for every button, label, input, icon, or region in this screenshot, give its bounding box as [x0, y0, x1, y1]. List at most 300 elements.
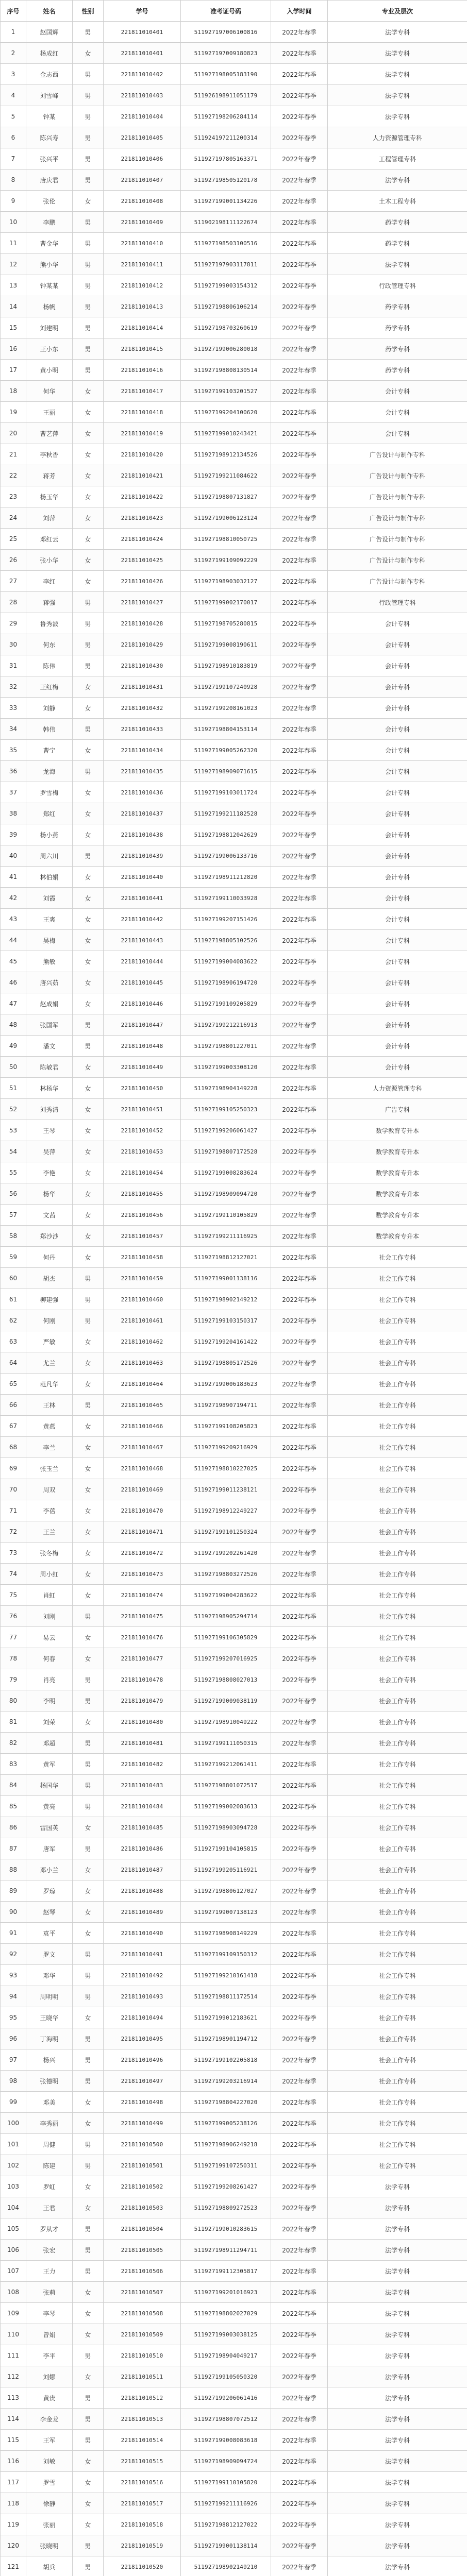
cell-gender: 男 [73, 1754, 104, 1775]
cell-gender: 女 [73, 1923, 104, 1944]
cell-gender: 女 [73, 698, 104, 719]
cell-gender: 男 [73, 1310, 104, 1331]
cell-name: 郑红 [26, 803, 73, 824]
cell-student-id: 221811010496 [104, 2049, 181, 2071]
cell-gender: 男 [73, 655, 104, 676]
table-row [1, 1205, 467, 1226]
cell-exam-number: 511927199011238121 [181, 1479, 271, 1500]
cell-gender: 女 [73, 1564, 104, 1585]
table-row [1, 1036, 467, 1057]
table-row [1, 1817, 467, 1838]
cell-seq: 41 [1, 867, 26, 888]
cell-gender: 女 [73, 1205, 104, 1226]
cell-seq: 81 [1, 1711, 26, 1733]
cell-seq: 17 [1, 360, 26, 381]
cell-enroll-time: 2022年春季 [271, 2409, 328, 2430]
table-row [1, 1183, 467, 1205]
cell-major-level: 社会工作专科 [328, 2092, 467, 2113]
cell-enroll-time: 2022年春季 [271, 1986, 328, 2007]
cell-gender: 女 [73, 993, 104, 1014]
cell-major-level: 社会工作专科 [328, 1543, 467, 1564]
cell-exam-number: 511927198806106214 [181, 296, 271, 317]
cell-seq: 42 [1, 888, 26, 909]
cell-enroll-time: 2022年春季 [271, 867, 328, 888]
cell-enroll-time: 2022年春季 [271, 2092, 328, 2113]
cell-gender: 男 [73, 254, 104, 275]
cell-enroll-time: 2022年春季 [271, 1669, 328, 1690]
cell-name: 黄军 [26, 1754, 73, 1775]
cell-exam-number: 511927199103150317 [181, 1310, 271, 1331]
cell-gender: 男 [73, 2345, 104, 2366]
cell-enroll-time: 2022年春季 [271, 782, 328, 803]
cell-major-level: 会计专科 [328, 803, 467, 824]
cell-gender: 男 [73, 1775, 104, 1796]
cell-gender: 女 [73, 1437, 104, 1458]
cell-exam-number: 511927199211084622 [181, 465, 271, 486]
cell-student-id: 221811010402 [104, 64, 181, 85]
cell-gender: 女 [73, 1183, 104, 1205]
table-row [1, 360, 467, 381]
cell-enroll-time: 2022年春季 [271, 972, 328, 993]
cell-name: 张小华 [26, 550, 73, 571]
cell-exam-number: 511927198812042629 [181, 824, 271, 845]
cell-seq: 111 [1, 2345, 26, 2366]
cell-gender: 女 [73, 1880, 104, 1902]
cell-enroll-time: 2022年春季 [271, 2197, 328, 2218]
cell-gender: 男 [73, 360, 104, 381]
cell-seq: 88 [1, 1859, 26, 1880]
cell-seq: 44 [1, 930, 26, 951]
cell-major-level: 数学教育专升本 [328, 1141, 467, 1162]
table-row [1, 1944, 467, 1965]
cell-gender: 男 [73, 233, 104, 254]
cell-seq: 77 [1, 1627, 26, 1648]
cell-seq: 58 [1, 1226, 26, 1247]
cell-major-level: 社会工作专科 [328, 1775, 467, 1796]
cell-major-level: 药学专科 [328, 338, 467, 360]
cell-gender: 男 [73, 22, 104, 43]
table-row [1, 1331, 467, 1352]
table-row [1, 1902, 467, 1923]
cell-student-id: 221811010438 [104, 824, 181, 845]
cell-seq: 25 [1, 529, 26, 550]
cell-exam-number: 511927199001134226 [181, 191, 271, 212]
cell-student-id: 221811010466 [104, 1416, 181, 1437]
table-row [1, 2366, 467, 2387]
cell-major-level: 社会工作专科 [328, 1669, 467, 1690]
cell-name: 王兰 [26, 1521, 73, 1543]
cell-exam-number: 511927198810050725 [181, 529, 271, 550]
cell-major-level: 会计专科 [328, 909, 467, 930]
cell-seq: 57 [1, 1205, 26, 1226]
cell-major-level: 社会工作专科 [328, 2155, 467, 2176]
cell-seq: 61 [1, 1289, 26, 1310]
cell-seq: 7 [1, 148, 26, 170]
cell-name: 李兰 [26, 1437, 73, 1458]
cell-gender: 女 [73, 1585, 104, 1606]
cell-gender: 男 [73, 2155, 104, 2176]
cell-student-id: 221811010475 [104, 1606, 181, 1627]
cell-major-level: 法学专科 [328, 2197, 467, 2218]
cell-exam-number: 511927198810227025 [181, 1458, 271, 1479]
cell-seq: 75 [1, 1585, 26, 1606]
cell-seq: 51 [1, 1078, 26, 1099]
cell-enroll-time: 2022年春季 [271, 1838, 328, 1859]
cell-seq: 115 [1, 2430, 26, 2451]
cell-gender: 男 [73, 1965, 104, 1986]
cell-enroll-time: 2022年春季 [271, 507, 328, 529]
cell-student-id: 221811010428 [104, 613, 181, 634]
cell-seq: 103 [1, 2176, 26, 2197]
cell-name: 何春 [26, 1648, 73, 1669]
cell-gender: 女 [73, 2197, 104, 2218]
cell-student-id: 221811010467 [104, 1437, 181, 1458]
table-row [1, 1838, 467, 1859]
cell-major-level: 社会工作专科 [328, 1564, 467, 1585]
cell-exam-number: 511927199106305829 [181, 1627, 271, 1648]
table-row [1, 2324, 467, 2345]
cell-gender: 女 [73, 1331, 104, 1352]
cell-seq: 83 [1, 1754, 26, 1775]
cell-major-level: 社会工作专科 [328, 1711, 467, 1733]
cell-name: 李秋香 [26, 444, 73, 465]
cell-major-level: 社会工作专科 [328, 1965, 467, 1986]
cell-exam-number: 511927199102205818 [181, 2049, 271, 2071]
cell-exam-number: 511927198808130514 [181, 360, 271, 381]
cell-major-level: 会计专科 [328, 930, 467, 951]
cell-enroll-time: 2022年春季 [271, 402, 328, 423]
cell-seq: 16 [1, 338, 26, 360]
cell-student-id: 221811010477 [104, 1648, 181, 1669]
table-row [1, 1796, 467, 1817]
cell-major-level: 会计专科 [328, 740, 467, 761]
cell-name: 杨国华 [26, 1775, 73, 1796]
cell-name: 蒋芳 [26, 465, 73, 486]
cell-seq: 74 [1, 1564, 26, 1585]
cell-major-level: 社会工作专科 [328, 1817, 467, 1838]
table-row [1, 170, 467, 191]
cell-major-level: 法学专科 [328, 2261, 467, 2282]
cell-student-id: 221811010472 [104, 1543, 181, 1564]
cell-seq: 78 [1, 1648, 26, 1669]
cell-enroll-time: 2022年春季 [271, 2282, 328, 2303]
cell-student-id: 221811010411 [104, 254, 181, 275]
cell-exam-number: 511927199110105829 [181, 1205, 271, 1226]
cell-gender: 女 [73, 423, 104, 444]
cell-name: 张晓明 [26, 2535, 73, 2556]
cell-major-level: 法学专科 [328, 2176, 467, 2197]
cell-name: 刘刚 [26, 1606, 73, 1627]
cell-seq: 45 [1, 951, 26, 972]
cell-gender: 男 [73, 2218, 104, 2240]
cell-exam-number: 511927198804153114 [181, 719, 271, 740]
cell-name: 杨兴 [26, 2049, 73, 2071]
cell-exam-number: 511927199009038119 [181, 1690, 271, 1711]
cell-seq: 89 [1, 1880, 26, 1902]
cell-seq: 119 [1, 2514, 26, 2535]
cell-enroll-time: 2022年春季 [271, 2345, 328, 2366]
cell-enroll-time: 2022年春季 [271, 338, 328, 360]
cell-gender: 女 [73, 571, 104, 592]
cell-student-id: 221811010488 [104, 1880, 181, 1902]
cell-gender: 女 [73, 1902, 104, 1923]
cell-gender: 女 [73, 930, 104, 951]
cell-name: 周明明 [26, 1986, 73, 2007]
cell-enroll-time: 2022年春季 [271, 486, 328, 507]
cell-student-id: 221811010510 [104, 2345, 181, 2366]
cell-seq: 36 [1, 761, 26, 782]
cell-enroll-time: 2022年春季 [271, 719, 328, 740]
cell-exam-number: 511927198801227011 [181, 1036, 271, 1057]
cell-enroll-time: 2022年春季 [271, 571, 328, 592]
cell-enroll-time: 2022年春季 [271, 254, 328, 275]
table-row [1, 1923, 467, 1944]
cell-major-level: 社会工作专科 [328, 1796, 467, 1817]
cell-enroll-time: 2022年春季 [271, 888, 328, 909]
cell-student-id: 221811010503 [104, 2197, 181, 2218]
cell-seq: 60 [1, 1268, 26, 1289]
cell-gender: 女 [73, 1078, 104, 1099]
cell-student-id: 221811010441 [104, 888, 181, 909]
cell-name: 钟某某 [26, 275, 73, 296]
cell-seq: 94 [1, 1986, 26, 2007]
cell-major-level: 社会工作专科 [328, 1986, 467, 2007]
table-row [1, 592, 467, 613]
cell-student-id: 221811010420 [104, 444, 181, 465]
cell-seq: 108 [1, 2282, 26, 2303]
cell-exam-number: 511927198801072517 [181, 1775, 271, 1796]
cell-enroll-time: 2022年春季 [271, 1057, 328, 1078]
cell-seq: 104 [1, 2197, 26, 2218]
table-row [1, 1120, 467, 1141]
cell-enroll-time: 2022年春季 [271, 1564, 328, 1585]
cell-student-id: 221811010437 [104, 803, 181, 824]
cell-name: 刘雪峰 [26, 85, 73, 106]
table-row [1, 824, 467, 845]
cell-exam-number: 511927199208161023 [181, 698, 271, 719]
cell-enroll-time: 2022年春季 [271, 317, 328, 338]
cell-major-level: 广告设计与制作专科 [328, 465, 467, 486]
cell-major-level: 会计专科 [328, 655, 467, 676]
cell-exam-number: 511927198902149212 [181, 1289, 271, 1310]
cell-seq: 8 [1, 170, 26, 191]
cell-name: 文茜 [26, 1205, 73, 1226]
cell-major-level: 法学专科 [328, 2240, 467, 2261]
cell-enroll-time: 2022年春季 [271, 148, 328, 170]
table-row [1, 1458, 467, 1479]
cell-name: 黄贵 [26, 2387, 73, 2409]
cell-enroll-time: 2022年春季 [271, 2155, 328, 2176]
cell-student-id: 221811010447 [104, 1014, 181, 1036]
cell-gender: 女 [73, 2514, 104, 2535]
cell-student-id: 221811010486 [104, 1838, 181, 1859]
table-body [1, 22, 467, 2576]
table-row [1, 1226, 467, 1247]
cell-exam-number: 511927199204100620 [181, 402, 271, 423]
cell-exam-number: 511927199103011724 [181, 782, 271, 803]
cell-student-id: 221811010519 [104, 2535, 181, 2556]
cell-major-level: 社会工作专科 [328, 2007, 467, 2028]
cell-enroll-time: 2022年春季 [271, 803, 328, 824]
cell-gender: 男 [73, 212, 104, 233]
cell-exam-number: 511927199008190611 [181, 634, 271, 655]
cell-name: 陈伟 [26, 655, 73, 676]
cell-student-id: 221811010421 [104, 465, 181, 486]
cell-student-id: 221811010476 [104, 1627, 181, 1648]
cell-student-id: 221811010494 [104, 2007, 181, 2028]
cell-name: 罗雪 [26, 2472, 73, 2493]
cell-exam-number: 511927198909094720 [181, 1183, 271, 1205]
table-row [1, 972, 467, 993]
cell-exam-number: 511927199205116921 [181, 1859, 271, 1880]
table-row [1, 1859, 467, 1880]
cell-name: 王爽 [26, 909, 73, 930]
cell-exam-number: 511927199006280018 [181, 338, 271, 360]
cell-name: 罗琼 [26, 1880, 73, 1902]
cell-exam-number: 511927199112305817 [181, 2261, 271, 2282]
cell-gender: 男 [73, 275, 104, 296]
cell-name: 张宏 [26, 2240, 73, 2261]
cell-student-id: 221811010406 [104, 148, 181, 170]
cell-student-id: 221811010493 [104, 1986, 181, 2007]
cell-enroll-time: 2022年春季 [271, 1880, 328, 1902]
cell-exam-number: 511927198811172514 [181, 1986, 271, 2007]
cell-seq: 72 [1, 1521, 26, 1543]
table-row [1, 1775, 467, 1796]
cell-enroll-time: 2022年春季 [271, 2472, 328, 2493]
cell-exam-number: 511927198005183190 [181, 64, 271, 85]
cell-enroll-time: 2022年春季 [271, 1965, 328, 1986]
cell-exam-number: 511927199104105815 [181, 1838, 271, 1859]
cell-name: 王丽 [26, 402, 73, 423]
cell-gender: 女 [73, 2472, 104, 2493]
cell-enroll-time: 2022年春季 [271, 1374, 328, 1395]
cell-gender: 女 [73, 465, 104, 486]
table-row [1, 2049, 467, 2071]
cell-gender: 女 [73, 803, 104, 824]
cell-student-id: 221811010450 [104, 1078, 181, 1099]
cell-student-id: 221811010505 [104, 2240, 181, 2261]
cell-name: 陈敏君 [26, 1057, 73, 1078]
cell-enroll-time: 2022年春季 [271, 1754, 328, 1775]
cell-student-id: 221811010444 [104, 951, 181, 972]
cell-gender: 女 [73, 2303, 104, 2324]
cell-exam-number: 511927199206061427 [181, 1120, 271, 1141]
table-row [1, 761, 467, 782]
cell-seq: 105 [1, 2218, 26, 2240]
cell-major-level: 社会工作专科 [328, 1374, 467, 1395]
cell-student-id: 221811010432 [104, 698, 181, 719]
cell-gender: 女 [73, 1141, 104, 1162]
cell-seq: 47 [1, 993, 26, 1014]
cell-enroll-time: 2022年春季 [271, 1627, 328, 1648]
cell-seq: 87 [1, 1838, 26, 1859]
cell-student-id: 221811010409 [104, 212, 181, 233]
cell-major-level: 广告设计与制作专科 [328, 571, 467, 592]
cell-gender: 男 [73, 2409, 104, 2430]
cell-seq: 30 [1, 634, 26, 655]
table-row [1, 2430, 467, 2451]
cell-enroll-time: 2022年春季 [271, 1141, 328, 1162]
cell-student-id: 221811010489 [104, 1902, 181, 1923]
table-row [1, 486, 467, 507]
cell-major-level: 会计专科 [328, 1057, 467, 1078]
cell-name: 周双 [26, 1479, 73, 1500]
cell-exam-number: 511927198805172526 [181, 1352, 271, 1374]
cell-student-id: 221811010517 [104, 2493, 181, 2514]
cell-gender: 男 [73, 2261, 104, 2282]
cell-exam-number: 511927199003038125 [181, 2324, 271, 2345]
cell-student-id: 221811010504 [104, 2218, 181, 2240]
table-row [1, 296, 467, 317]
cell-student-id: 221811010422 [104, 486, 181, 507]
table-row [1, 1247, 467, 1268]
cell-major-level: 会计专科 [328, 867, 467, 888]
cell-student-id: 221811010499 [104, 2113, 181, 2134]
cell-student-id: 221811010515 [104, 2451, 181, 2472]
cell-gender: 男 [73, 1014, 104, 1036]
cell-gender: 女 [73, 2451, 104, 2472]
cell-enroll-time: 2022年春季 [271, 2176, 328, 2197]
cell-student-id: 221811010470 [104, 1500, 181, 1521]
table-row [1, 1648, 467, 1669]
cell-enroll-time: 2022年春季 [271, 43, 328, 64]
cell-exam-number: 511927199201016923 [181, 2282, 271, 2303]
cell-exam-number: 511927199202261420 [181, 1543, 271, 1564]
cell-name: 刘静 [26, 698, 73, 719]
cell-exam-number: 511927198802027029 [181, 2303, 271, 2324]
cell-exam-number: 511927198906249218 [181, 2134, 271, 2155]
cell-exam-number: 511927198910049222 [181, 1711, 271, 1733]
cell-enroll-time: 2022年春季 [271, 613, 328, 634]
cell-student-id: 221811010485 [104, 1817, 181, 1838]
cell-enroll-time: 2022年春季 [271, 740, 328, 761]
cell-exam-number: 511927199107240928 [181, 676, 271, 698]
cell-name: 张德明 [26, 2071, 73, 2092]
cell-gender: 男 [73, 634, 104, 655]
cell-student-id: 221811010412 [104, 275, 181, 296]
cell-major-level: 会计专科 [328, 824, 467, 845]
cell-enroll-time: 2022年春季 [271, 191, 328, 212]
cell-name: 李琴 [26, 2303, 73, 2324]
table-row [1, 1289, 467, 1310]
cell-enroll-time: 2022年春季 [271, 106, 328, 127]
table-row [1, 1479, 467, 1500]
table-row [1, 381, 467, 402]
cell-gender: 女 [73, 1099, 104, 1120]
table-row [1, 782, 467, 803]
cell-gender: 男 [73, 85, 104, 106]
cell-major-level: 会计专科 [328, 676, 467, 698]
cell-enroll-time: 2022年春季 [271, 233, 328, 254]
cell-enroll-time: 2022年春季 [271, 170, 328, 191]
cell-seq: 50 [1, 1057, 26, 1078]
cell-seq: 24 [1, 507, 26, 529]
cell-name: 杨成红 [26, 43, 73, 64]
cell-enroll-time: 2022年春季 [271, 360, 328, 381]
cell-seq: 86 [1, 1817, 26, 1838]
cell-enroll-time: 2022年春季 [271, 1775, 328, 1796]
table-row [1, 2387, 467, 2409]
cell-major-level: 法学专科 [328, 2387, 467, 2409]
table-row [1, 2071, 467, 2092]
cell-enroll-time: 2022年春季 [271, 2324, 328, 2345]
cell-exam-number: 511927199003308120 [181, 1057, 271, 1078]
cell-major-level: 法学专科 [328, 2345, 467, 2366]
cell-seq: 66 [1, 1395, 26, 1416]
table-row [1, 106, 467, 127]
cell-seq: 97 [1, 2049, 26, 2071]
